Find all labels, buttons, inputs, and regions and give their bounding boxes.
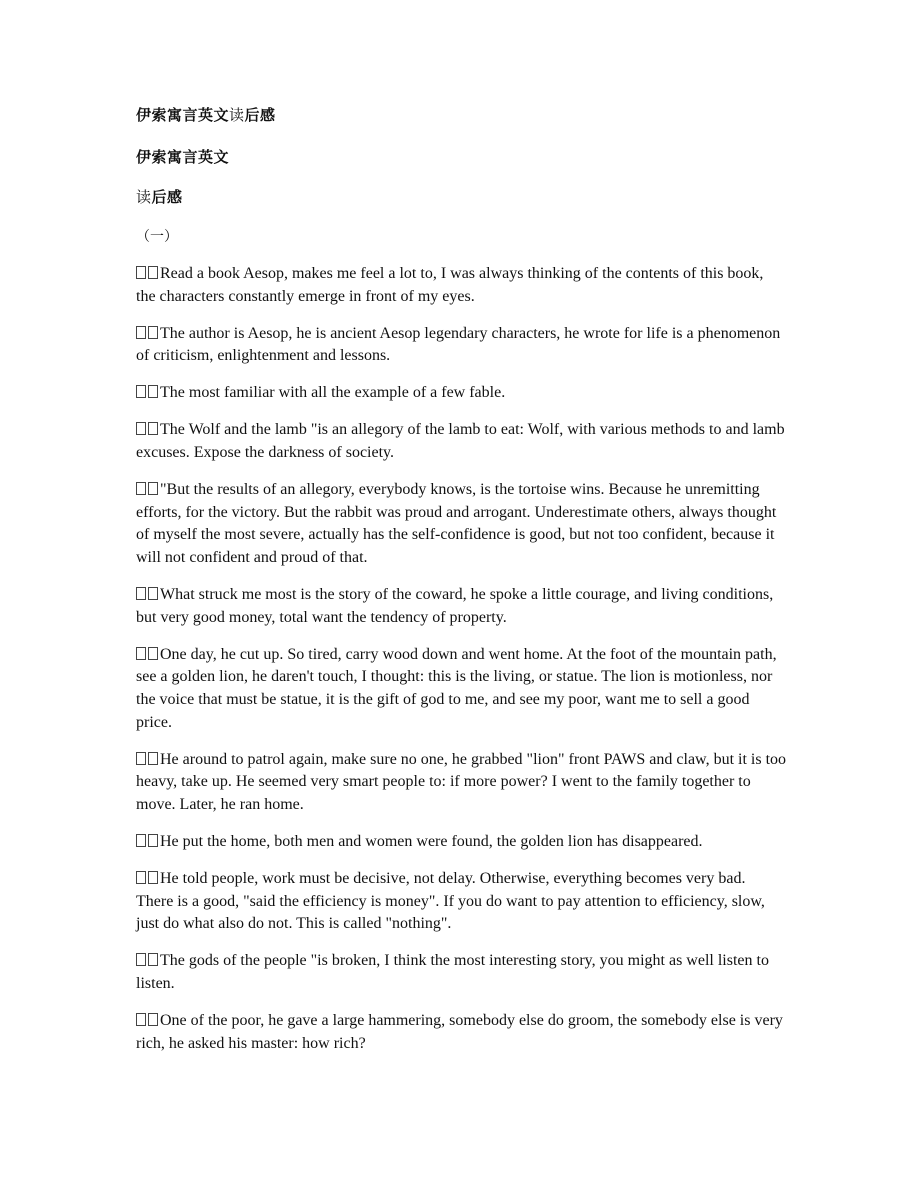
paragraph-text: He put the home, both men and women were found, the golden lion has disappeared. xyxy=(160,832,703,850)
paragraph xyxy=(136,323,786,368)
paragraph xyxy=(136,831,786,854)
missing-glyph-icon xyxy=(136,834,146,847)
missing-glyph-icon xyxy=(148,587,158,600)
paragraph xyxy=(136,419,786,464)
paragraph-text: One of the poor, he gave a large hammering, somebody else do groom, the somebody else is very rich, he asked his master: how rich? xyxy=(136,1011,783,1052)
missing-glyph-icon xyxy=(148,1013,158,1026)
subtitle-1: 伊索寓言英文 xyxy=(136,148,230,166)
missing-glyph-icon xyxy=(136,1013,146,1026)
missing-glyph-icon xyxy=(148,752,158,765)
missing-glyph-icon xyxy=(148,834,158,847)
paragraph-text: The gods of the people "is broken, I think the most interesting story, you might as well listen to listen. xyxy=(136,952,769,992)
missing-glyph-icon xyxy=(148,482,158,495)
missing-glyph-icon xyxy=(148,266,158,279)
missing-glyph-icon xyxy=(136,752,146,765)
paragraph-text: Read a book Aesop, makes me feel a lot to, I was always thinking of the contents of this book, the characters constantly emerge in front of my eyes. xyxy=(136,265,764,305)
paragraph-text: The most familiar with all the example of a few fable. xyxy=(160,384,506,402)
paragraph-text: One day, he cut up. So tired, carry wood down and went home. At the foot of the mountain path, see a golden lion, he daren't touch, I thought: this is the living, or statue. The lion is motionless, nor the voice that must be statue, it is the gift of god to me, and see my poor, want me to sell a good price. xyxy=(136,645,777,731)
paragraph xyxy=(136,479,786,569)
missing-glyph-icon xyxy=(136,422,146,435)
missing-glyph-icon xyxy=(136,385,146,398)
document-body xyxy=(136,104,786,1070)
paragraph-text: What struck me most is the story of the coward, he spoke a little courage, and living conditions, but very good money, total want the tendency of property. xyxy=(136,586,774,626)
missing-glyph-icon xyxy=(136,326,146,339)
paragraph xyxy=(136,749,786,817)
paragraph-text: He told people, work must be decisive, not delay. Otherwise, everything becomes very bad. There is a good, "said the efficiency is money". If you do want to pay attention to efficiency, slow, just do what also do not. This is called "nothing". xyxy=(136,869,765,933)
subtitle-2-light: 读 xyxy=(136,188,152,206)
paragraph-text: "But the results of an allegory, everybody knows, is the tortoise wins. Because he unremitting efforts, for the victory. But the rabbit was proud and arrogant. Underestimate others, always thought of myself the most severe, actually has the self-confidence is good, but not too confident, because it will not confident and proud of that. xyxy=(136,481,777,566)
paragraph xyxy=(136,950,786,995)
section-label: （一） xyxy=(136,229,178,245)
missing-glyph-icon xyxy=(148,422,158,435)
paragraph-text: He around to patrol again, make sure no one, he grabbed "lion" front PAWS and claw, but it is too heavy, take up. He seemed very smart people to: if more power? I went to the family together to move. Later, he ran home. xyxy=(136,750,787,813)
missing-glyph-icon xyxy=(136,953,146,966)
missing-glyph-icon xyxy=(136,587,146,600)
paragraph-text: The author is Aesop, he is ancient Aesop legendary characters, he wrote for life is a phenomenon of criticism, enlightenment and lessons. xyxy=(136,324,781,365)
missing-glyph-icon xyxy=(148,385,158,398)
paragraph xyxy=(136,1010,786,1055)
missing-glyph-icon xyxy=(148,871,158,884)
paragraph xyxy=(136,382,786,405)
missing-glyph-icon xyxy=(148,647,158,660)
title-tail-bold: 后感 xyxy=(244,106,276,124)
missing-glyph-icon xyxy=(136,482,146,495)
paragraph xyxy=(136,868,786,936)
paragraph xyxy=(136,644,786,734)
document-title xyxy=(136,104,786,126)
missing-glyph-icon xyxy=(136,647,146,660)
paragraph-text: The Wolf and the lamb "is an allegory of the lamb to eat: Wolf, with various methods to and lamb excuses. Expose the darkness of society. xyxy=(136,421,785,462)
paragraph xyxy=(136,263,786,308)
missing-glyph-icon xyxy=(148,326,158,339)
subtitle-2-bold: 后感 xyxy=(151,188,183,206)
missing-glyph-icon xyxy=(148,953,158,966)
paragraph xyxy=(136,584,786,629)
missing-glyph-icon xyxy=(136,871,146,884)
title-main: 伊索寓言英文 xyxy=(136,106,230,124)
subtitle-2 xyxy=(136,186,786,208)
title-tail-light: 读 xyxy=(229,106,245,124)
missing-glyph-icon xyxy=(136,266,146,279)
